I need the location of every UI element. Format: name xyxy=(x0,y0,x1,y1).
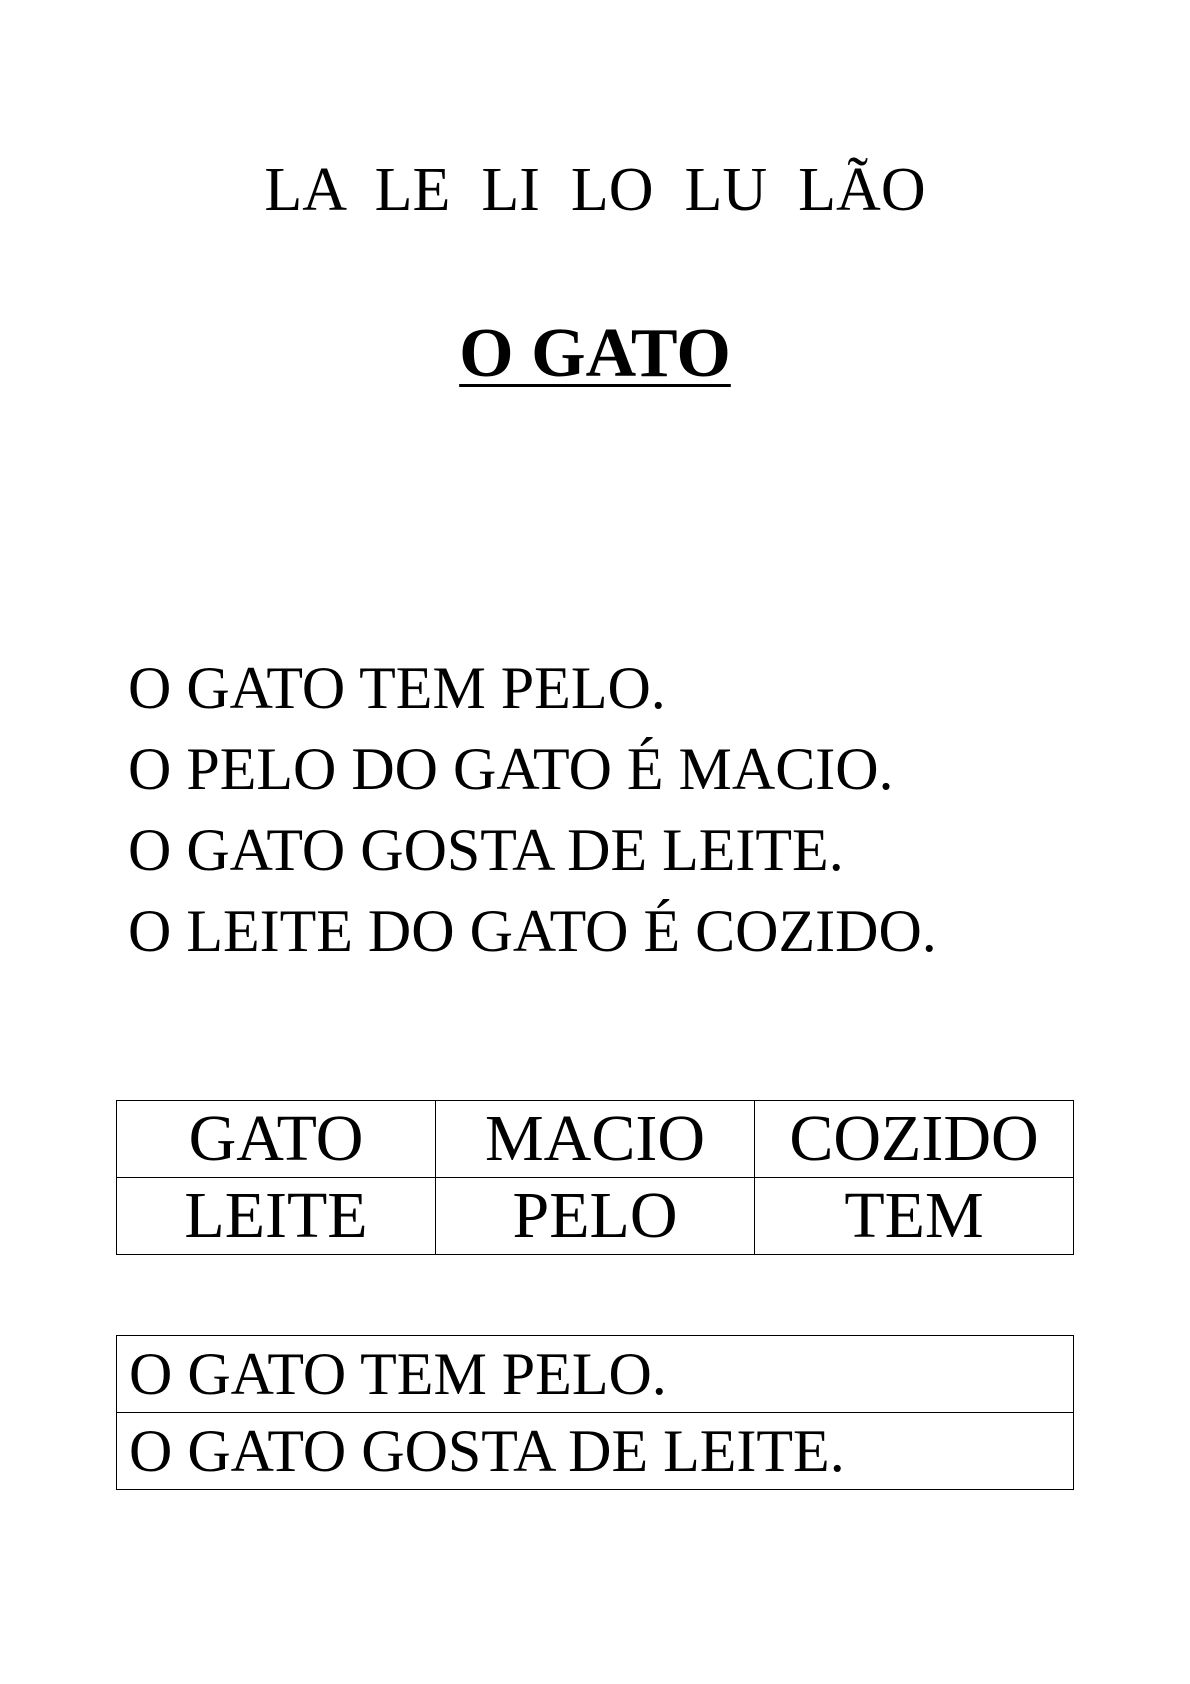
word-cell: COZIDO xyxy=(755,1101,1074,1178)
syllables-heading: LA LE LI LO LU LÃO xyxy=(264,156,926,224)
word-cell: MACIO xyxy=(436,1101,755,1178)
word-cell: GATO xyxy=(117,1101,436,1178)
page-title xyxy=(0,312,1190,396)
table-row xyxy=(117,1413,1074,1490)
story-line: O LEITE DO GATO É COZIDO. xyxy=(128,898,937,964)
table-row xyxy=(117,1101,1074,1178)
story-line: O GATO TEM PELO. xyxy=(128,655,666,721)
sentence-table xyxy=(116,1335,1074,1490)
word-table xyxy=(116,1100,1074,1255)
word-cell: TEM xyxy=(755,1178,1074,1255)
story-line: O GATO GOSTA DE LEITE. xyxy=(128,817,844,883)
story-text xyxy=(128,648,937,972)
table-row xyxy=(117,1336,1074,1413)
table-row xyxy=(117,1178,1074,1255)
word-cell: LEITE xyxy=(117,1178,436,1255)
sentence-cell: O GATO TEM PELO. xyxy=(117,1336,1074,1413)
story-line: O PELO DO GATO É MACIO. xyxy=(128,736,894,802)
word-cell: PELO xyxy=(436,1178,755,1255)
sentence-cell: O GATO GOSTA DE LEITE. xyxy=(117,1413,1074,1490)
page-title-text: O GATO xyxy=(459,315,731,392)
